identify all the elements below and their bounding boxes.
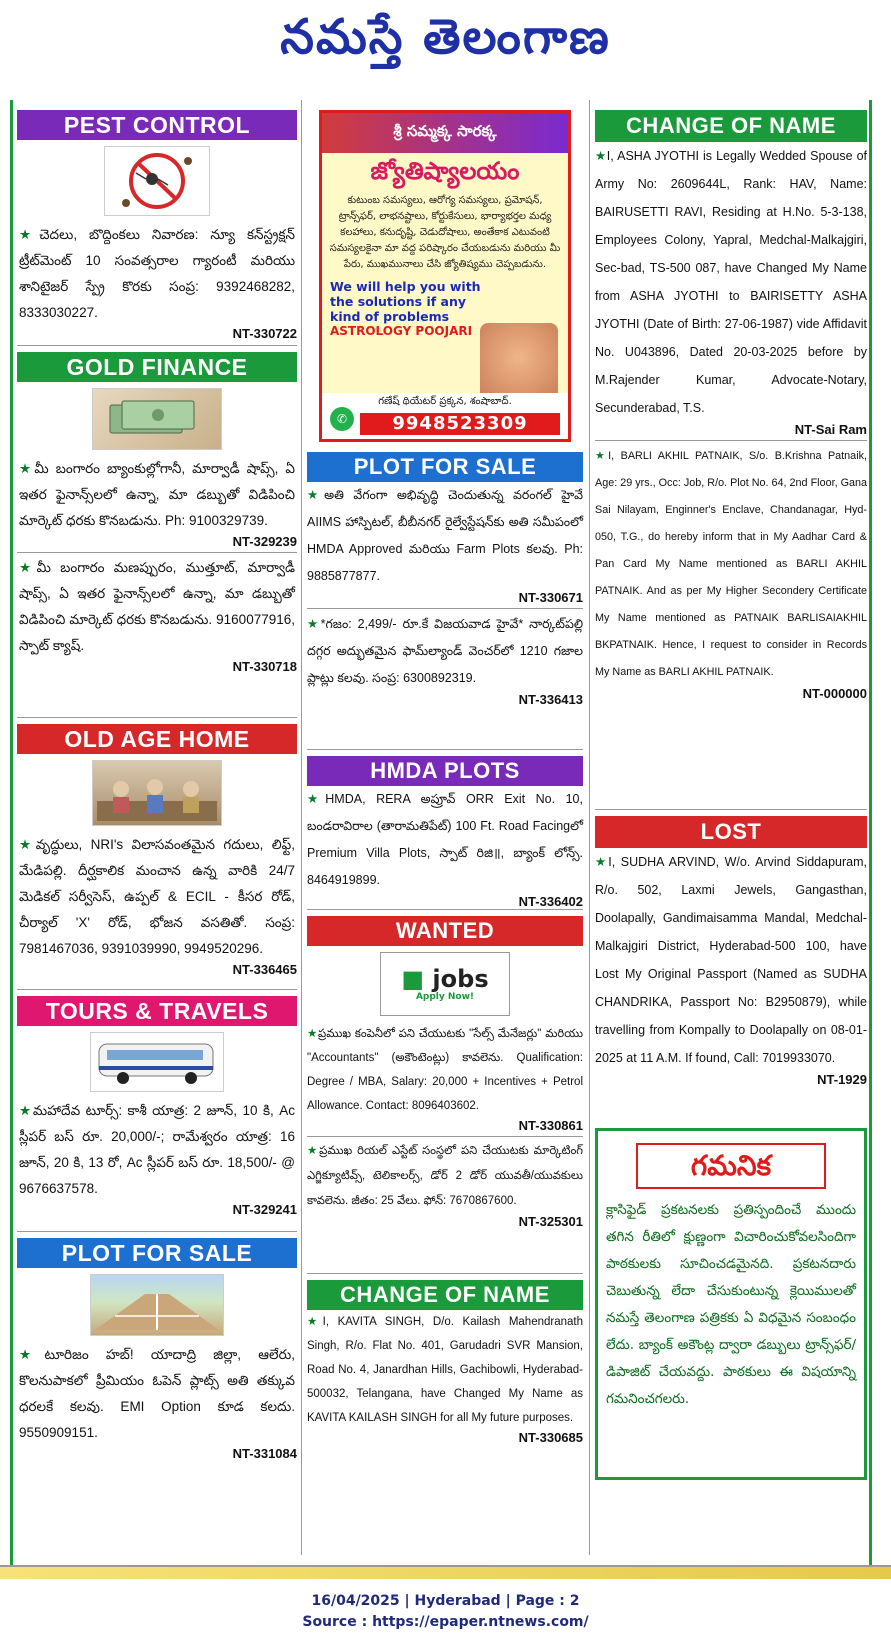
gold-finance-heading: GOLD FINANCE: [17, 352, 297, 382]
wanted-ad: [307, 916, 583, 1274]
column-divider: [589, 100, 590, 1555]
old-age-home-text: వృద్ధులు, NRI's విలాసవంతమైన గదులు, లిఫ్ట్, మేడిపల్లి. దీర్ఘకాలిక మంచాన ఉన్న వారికి 24/7 మెడికల్ సర్వీసెస్, ఉప్పల్ & ECIL - కీసర రోడ్, చీర్యాల్ 'X' రోడ్, భోజన వసతితో. సంప్ర: 7981467036, 9391039990, 9949520296.: [19, 837, 295, 956]
gold-finance-text-2: మీ బంగారం మణప్పురం, ముత్తూట్, మార్వాడీ షాప్స్, ఏ ఇతర ఫైనాన్స్‌లలో ఉన్నా, మా డబ్బుతో విడిపించి మార్కెట్ ధరకు కొనబడును. 9160077916, స్పాట్ క్యాష్.: [19, 560, 295, 653]
plot-for-sale-ad-2: [307, 452, 583, 750]
money-image: [92, 388, 222, 450]
star-icon: ★: [19, 227, 40, 242]
old-age-home-ad: [17, 724, 297, 990]
astrology-english-text: We will help you with the solutions if any kind of problems: [330, 279, 481, 324]
star-icon: ★: [595, 149, 607, 163]
wanted-text-2: ప్రముఖ రియల్ ఎస్టేట్ సంస్థలో పని చేయుటకు మార్కెటింగ్ ఎగ్జిక్యూటివ్స్, టెలికాలర్స్, డోర్ 2 డోర్ యువతీ/యువకులు కావలెను. జీతం: 25 వేలు. ఫోన్: 7670867600.: [307, 1145, 583, 1207]
change-of-name-text-1: I, ASHA JYOTHI is Legally Wedded Spouse of Army No: 2609644L, Rank: HAV, Name: BAIRUSETTI RAVI, Residing at H.No. 5-3-138, Employees Colony, Yapral, Medchal-Malkajgiri, Sec-bad, TS-500 087, have Changed My Name from ASHA JYOTHI to BAIRISETTY ASHA JYOTHI (Date of Birth: 27-06-1987) vide Affidavit No. U043896, Dated 20-03-2025 before by M.Rajender Kumar, Advocate-Notary, Secunderabad, T.S.: [595, 149, 867, 415]
edition-info: 16/04/2025 | Hyderabad | Page : 2: [311, 1593, 580, 1609]
page-footer: [0, 1565, 891, 1643]
gold-finance-text-1: మీ బంగారం బ్యాంకుల్లోగానీ, మార్వాడీ షాప్స్, ఏ ఇతర ఫైనాన్స్‌లలో ఉన్నా, మా డబ్బుతో విడిపించి మార్కెట్ ధరకు కొనబడును. Ph: 9100329739.: [19, 461, 295, 528]
notice-heading: గమనిక: [636, 1143, 826, 1189]
astrology-top-banner: శ్రీ సమ్మక్క సారక్క: [322, 113, 568, 153]
notice-text: క్లాసిఫైడ్ ప్రకటనలకు ప్రతిస్పందించే ముందు తగిన రీతిలో క్షుణ్ణంగా విచారించుకోవలసిందిగా పాఠకులకు సూచించడమైనది. ప్రకటనదారు చెబుతున్న లేదా చేసుకుంటున్న క్లెయిములతో నమస్తే తెలంగాణ పత్రికకు ఏ విధమైన సంబంధం లేదు. బ్యాంక్ అకౌంట్ల ద్వారా డబ్బులు ట్రాన్స్‌ఫర్/డిపాజిట్ చేయవద్దు. పాఠకులు ఈ విషయాన్ని గమనించగలరు.: [606, 1202, 856, 1407]
plot-for-sale-text-2: *గజం: 2,499/- రూ.కే విజయవాడ హైవే* నార్కట్‌పల్లి దగ్గర అద్భుతమైన ఫామ్‌ల్యాండ్ వెంచర్‌లో 1210 గజాల ప్లాట్లు కలవు. సంప్ర: 6300892319.: [307, 617, 583, 685]
star-icon: ★: [19, 560, 37, 575]
star-icon: ★: [307, 1145, 320, 1157]
star-icon: ★: [19, 1103, 33, 1118]
palm-icon: [480, 323, 558, 401]
star-icon: ★: [19, 1347, 45, 1362]
column-divider: [301, 100, 302, 1555]
jobs-logo-text: jobs: [432, 965, 489, 993]
masthead-title: నమస్తే తెలంగాణ: [280, 9, 611, 65]
astrology-address: గణేష్ థియేటర్ ప్రక్కన, శంషాబాద్.: [378, 396, 512, 407]
plot-for-sale-text: టూరిజం హబ్! యాదాద్రి జిల్లా, ఆలేరు, కొలనుపాకలో ప్రీమియం ఓపెన్ ప్లాట్స్ అతి తక్కువ ధరలకే కలవు. EMI Option కూడ కలదు. 9550909151.: [19, 1347, 295, 1440]
change-of-name-ad-2: [307, 1280, 583, 1480]
change-of-name-heading: CHANGE OF NAME: [595, 110, 867, 142]
ad-code: NT-336402: [518, 894, 583, 909]
ad-code: NT-000000: [802, 686, 867, 701]
lost-ad: [595, 816, 867, 1120]
old-age-home-heading: OLD AGE HOME: [17, 724, 297, 754]
tours-travels-heading: TOURS & TRAVELS: [17, 996, 297, 1026]
ad-code: NT-336465: [232, 962, 297, 977]
plot-for-sale-heading: PLOT FOR SALE: [307, 452, 583, 482]
star-icon: ★: [307, 1316, 323, 1328]
briefcase-icon: ■: [401, 965, 425, 993]
star-icon: ★: [307, 488, 325, 502]
old-age-home-photo: [92, 760, 222, 826]
star-icon: ★: [19, 461, 35, 476]
tours-travels-text: మహాదేవ టూర్స్: కాశీ యాత్ర: 2 జూన్, 10 కి, Ac స్లీపర్ బస్ రూ. 20,000/-; రామేశ్వరం యాత్ర: 16 జూన్, 20 కి, 13 రో, Ac స్లీపర్ బస్ రూ. 18,500/- @ 9676637578.: [19, 1103, 295, 1196]
star-icon: ★: [307, 792, 326, 806]
ad-code: NT-Sai Ram: [794, 422, 867, 437]
astrology-heading: జ్యోతిష్యాలయం: [370, 157, 520, 185]
tours-travels-ad: [17, 996, 297, 1232]
ad-code: NT-1929: [817, 1072, 867, 1087]
star-icon: ★: [595, 450, 609, 462]
classifieds-sheet: [10, 100, 872, 1565]
astrology-ad: [319, 110, 571, 442]
source-link[interactable]: Source : https://epaper.ntnews.com/: [302, 1614, 589, 1630]
star-icon: ★: [307, 1028, 319, 1040]
star-icon: ★: [19, 837, 36, 852]
gold-finance-ad: [17, 352, 297, 718]
wanted-text-1: ప్రముఖ కంపెనీలో పని చేయుటకు "సేల్స్ మేనేజర్లు" మరియు "Accountants" (అకౌంటెంట్లు) కావలెను. Qualification: Degree / MBA, Salary: 20,000 + Incentives + Petrol Allowance. Contact: 8096403602.: [307, 1028, 583, 1112]
astrology-band: ASTROLOGY POOJARI: [330, 324, 473, 338]
footer-strip: [0, 1567, 891, 1579]
pest-icon: [104, 146, 210, 216]
astrology-phone: 9948523309: [360, 413, 560, 435]
pest-control-ad: [17, 110, 297, 346]
plot-layout-image: [90, 1274, 224, 1336]
disclaimer-notice: [595, 1128, 867, 1480]
lost-heading: LOST: [595, 816, 867, 848]
ad-code: NT-336413: [518, 692, 583, 707]
ad-code: NT-329241: [232, 1202, 297, 1217]
ad-code: NT-329239: [232, 534, 297, 549]
whatsapp-icon: ✆: [330, 407, 354, 431]
change-of-name-text-2: I, BARLI AKHIL PATNAIK, S/o. B.Krishna Patnaik, Age: 29 yrs., Occ: Job, R/o. Plot No. 64, 2nd Floor, Gana Sai Nilayam, Enginner's Enclave, Chandanagar, Hyd-050, T.G., do hereby inform that in My Aadhar Card & Pan Card My Name mentioned as BARLI AKHIL PATNAIK. And as per My Higher Secondery Certificate My Name mentioned as PATNAIK BARLISAIAKHIL BKPATNAIK. Hence, I request to consider in Records My Name as BARLI AKHIL PATNAIK.: [595, 450, 867, 678]
star-icon: ★: [307, 617, 321, 631]
change-of-name-heading: CHANGE OF NAME: [307, 1280, 583, 1310]
astrology-services: కుటుంబ సమస్యలు, ఆరోగ్య సమస్యలు, ప్రమోషన్, ట్రాన్స్‌ఫర్, లాభనష్టాలు, కోర్టుకేసులు, భార్యాభర్తల మధ్య కలహాలు, కనుదృష్టి, చెడుదోషాలు, అంతేకాక ఎటువంటి సమస్యలకైనా మా వద్ద పరిష్కారం చేయబడును మరియు మీ పేరు, ముఖమునాలు చేసి జ్యోతిష్యము చెప్పబడును.: [329, 195, 561, 270]
plot-for-sale-ad-1: [17, 1238, 297, 1478]
bus-icon: [90, 1032, 224, 1092]
hmda-plots-heading: HMDA PLOTS: [307, 756, 583, 786]
change-of-name-text: I, KAVITA SINGH, D/o. Kailash Mahendranath Singh, R/o. Flat No. 401, Garudadri SVR Mansion, Road No. 4, Janardhan Hills, Gachibowli, Hyderabad-500032, Telangana, have Changed My Name as KAVITA KAILASH SINGH for all My future purposes.: [307, 1316, 583, 1424]
ad-code: NT-330861: [518, 1118, 583, 1133]
ad-code: NT-325301: [518, 1214, 583, 1229]
ad-code: NT-330685: [518, 1430, 583, 1445]
star-icon: ★: [595, 855, 609, 869]
jobs-logo: [380, 952, 510, 1016]
lost-text: I, SUDHA ARVIND, W/o. Arvind Siddapuram, R/o. 502, Laxmi Jewels, Gangasthan, Doolapally, Gandimaisamma Mandal, Medchal-Malkajgiri District, Hyderabad-500 100, have Lost My Original Passport (Named as SUDHA CHANDRIKA, Passport No: B2950879), while travelling from Kompally to Doolapally on 08-01-2025 at 11 A.M. If found, Call: 7019933070.: [595, 855, 867, 1065]
pest-control-text: చెదలు, బొద్దింకలు నివారణ: న్యూ కన్‌స్ట్రక్షన్ ట్రీట్‌మెంట్ 10 సంవత్సరాల గ్యారంటీ మరియు శానిటైజర్ స్ప్రే కొరకు సంప్ర: 9392468282, 8333030227.: [19, 227, 295, 320]
ad-code: NT-330722: [232, 326, 297, 341]
hmda-plots-text: HMDA, RERA అప్రూవ్ ORR Exit No. 10, బండరావిరాల (తారామతిపేట్) 100 Ft. Road Facingలో Premium Villa Plots, స్పాట్ రిజి॥, బ్యాంక్ లోన్స్. 8464919899.: [307, 792, 583, 887]
hmda-plots-ad: [307, 756, 583, 910]
change-of-name-ad-1: [595, 110, 867, 810]
plot-for-sale-text-1: అతి వేగంగా అభివృద్ధి చెందుతున్న వరంగల్ హైవే AIIMS హాస్పిటల్, బీబీనగర్ రైల్వేస్టేషన్‌కు అతి సమీపంలో HMDA Approved మరియు Farm Plots కలవు. Ph: 9885877877.: [307, 488, 583, 583]
pest-control-heading: PEST CONTROL: [17, 110, 297, 140]
ad-code: NT-330718: [232, 659, 297, 674]
jobs-logo-sub: Apply Now!: [415, 992, 475, 1002]
masthead: [0, 0, 891, 86]
ad-code: NT-330671: [518, 590, 583, 605]
wanted-heading: WANTED: [307, 916, 583, 946]
plot-for-sale-heading: PLOT FOR SALE: [17, 1238, 297, 1268]
astrology-contact: [322, 393, 568, 439]
ad-code: NT-331084: [232, 1446, 297, 1461]
